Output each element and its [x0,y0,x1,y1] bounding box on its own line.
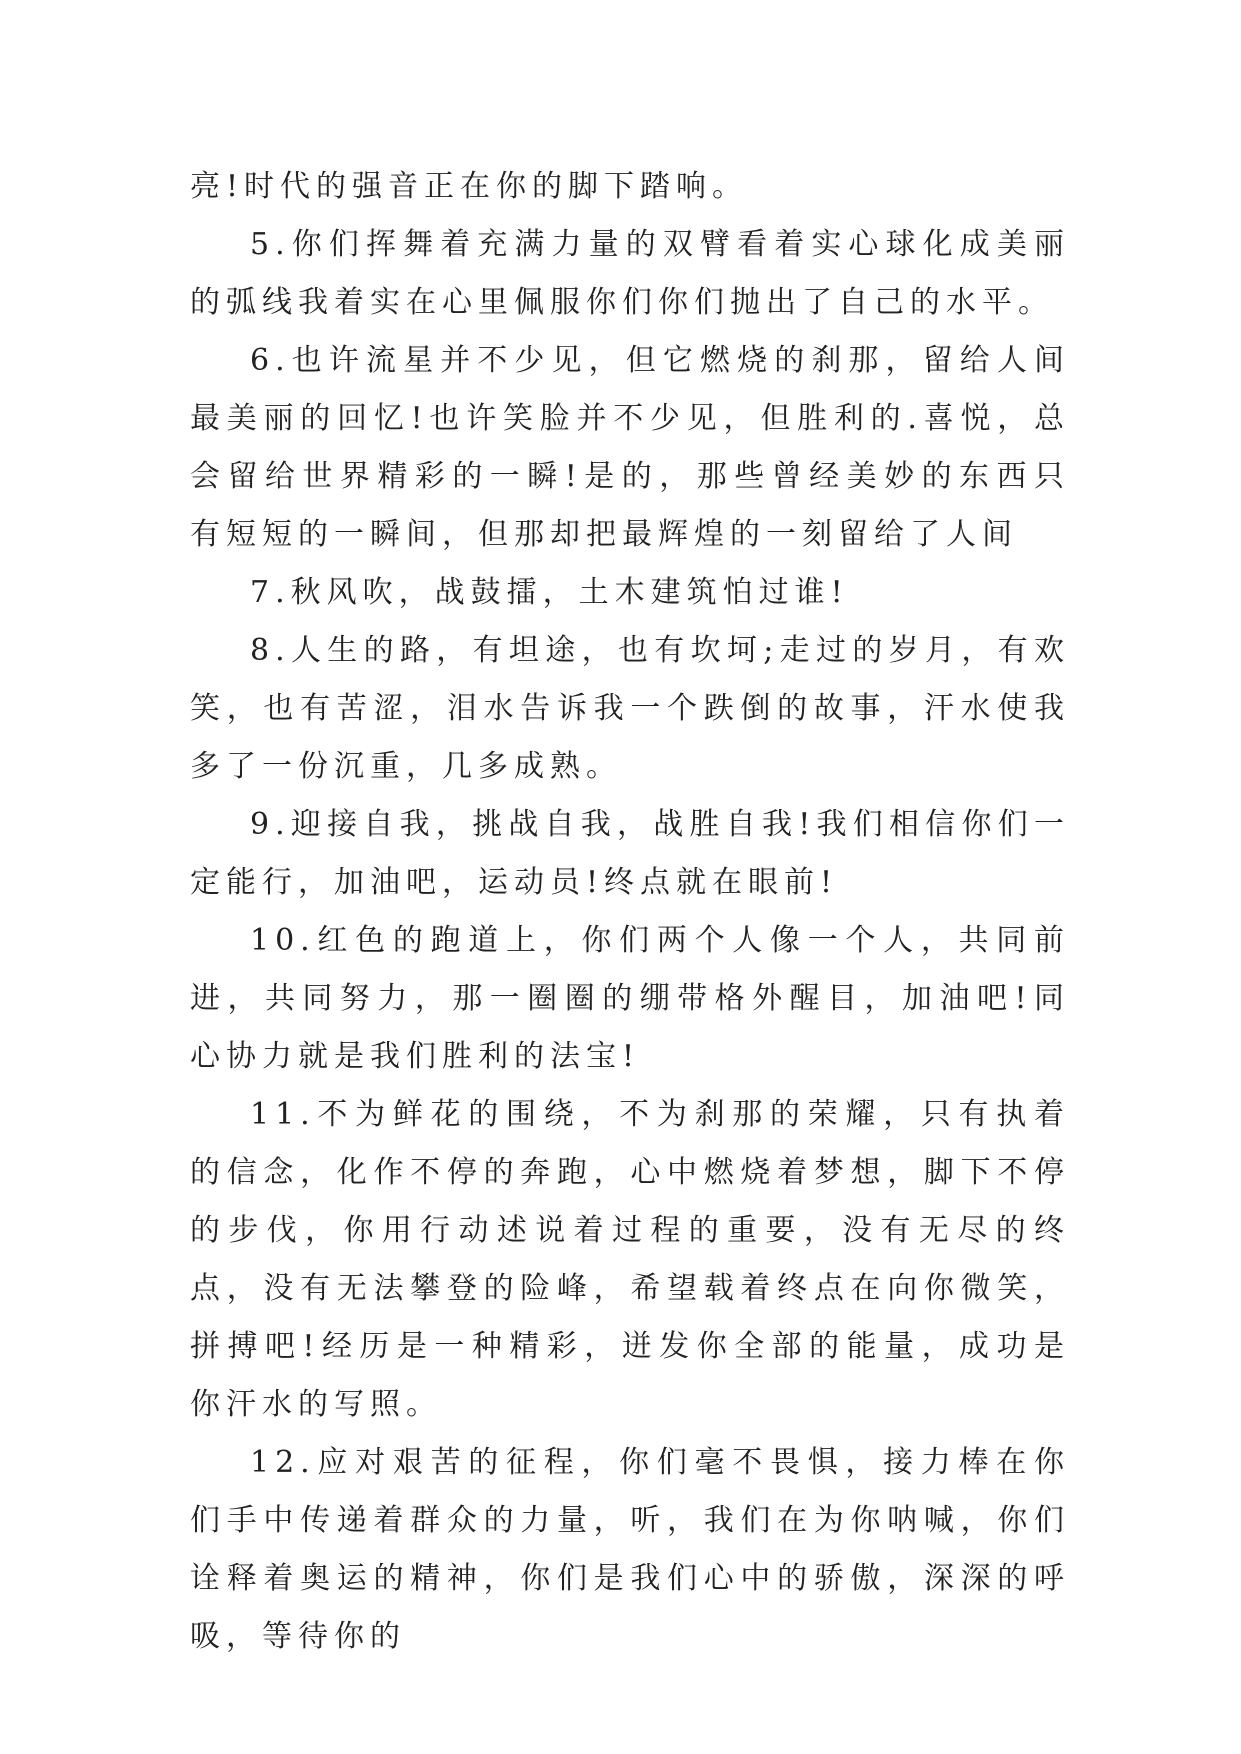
paragraph-item-11: 11.不为鲜花的围绕，不为刹那的荣耀，只有执着的信念，化作不停的奔跑，心中燃烧着梦想，脚下不停的步伐，你用行动述说着过程的重要，没有无尽的终点，没有无法攀登的险峰，希望载着终点在向你微笑，拼搏吧!经历是一种精彩，迸发你全部的能量，成功是你汗水的写照。 [190,1097,1070,1422]
paragraph-item-6: 6.也许流星并不少见，但它燃烧的刹那，留给人间最美丽的回忆!也许笑脸并不少见，但胜利的.喜悦，总会留给世界精彩的一瞬!是的，那些曾经美妙的东西只有短短的一瞬间，但那却把最辉煌的一刻留给了人间 [190,343,1070,552]
paragraph-item-9: 9.迎接自我，挑战自我，战胜自我!我们相信你们一定能行，加油吧，运动员!终点就在眼前! [190,807,1070,900]
paragraph-item-5: 5.你们挥舞着充满力量的双臂看着实心球化成美丽的弧线我着实在心里佩服你们你们抛出了自己的水平。 [190,227,1070,320]
paragraph-item-7: 7.秋风吹，战鼓擂，土木建筑怕过谁! [250,575,849,610]
paragraph-item-10: 10.红色的跑道上，你们两个人像一个人，共同前进，共同努力，那一圈圈的绷带格外醒目，加油吧!同心协力就是我们胜利的法宝! [190,923,1070,1074]
document-body [190,158,1070,1666]
paragraph-item-12: 12.应对艰苦的征程，你们毫不畏惧，接力棒在你们手中传递着群众的力量，听，我们在为你呐喊，你们诠释着奥运的精神，你们是我们心中的骄傲，深深的呼吸，等待你的 [190,1445,1070,1654]
paragraph-item-8: 8.人生的路，有坦途，也有坎坷;走过的岁月，有欢笑，也有苦涩，泪水告诉我一个跌倒的故事，汗水使我多了一份沉重，几多成熟。 [190,633,1070,784]
paragraph-continuation: 亮!时代的强音正在你的脚下踏响。 [190,169,749,204]
